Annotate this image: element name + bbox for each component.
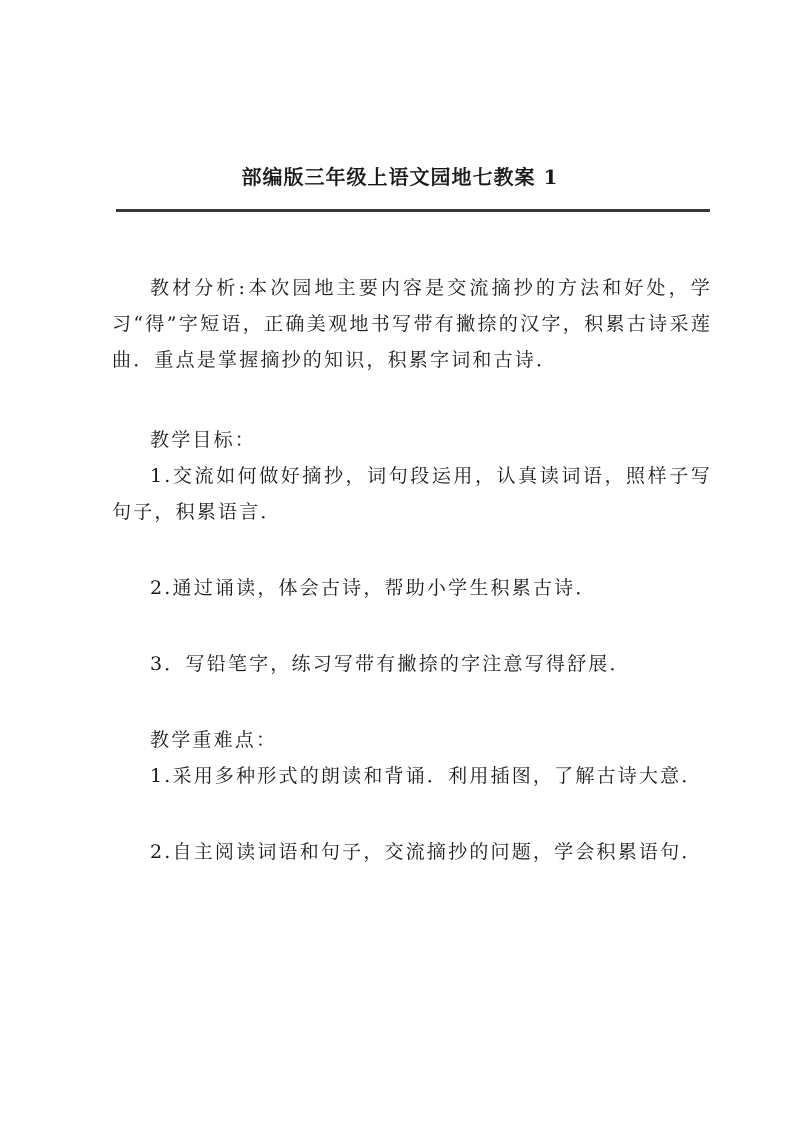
- objective-item-3: 3．写铅笔字，练习写带有撇捺的字注意写得舒展．: [150, 653, 631, 675]
- objective-item-2: 2.通过诵读，体会古诗，帮助小学生积累古诗．: [150, 577, 597, 599]
- page-title: 部编版三年级上语文园地七教案 1: [241, 165, 559, 189]
- spacer: [112, 682, 712, 722]
- spacer: [112, 378, 712, 422]
- spacer: [112, 794, 712, 834]
- key-point-item-2: 2.自主阅读词语和句子，交流摘抄的问题，学会积累语句．: [150, 841, 703, 863]
- document-body: [112, 270, 712, 870]
- key-point-item-1: 1.采用多种形式的朗读和背诵．利用插图，了解古诗大意．: [150, 765, 703, 787]
- heading-objectives: 教学目标：: [150, 429, 257, 451]
- heading-key-points: 教学重难点：: [150, 729, 278, 751]
- title-divider: [116, 209, 710, 212]
- spacer: [112, 530, 712, 570]
- spacer: [112, 606, 712, 646]
- paragraph-analysis: 教材分析:本次园地主要内容是交流摘抄的方法和好处，学习“得”字短语，正确美观地书写带有撇捺的汉字，积累古诗采莲曲．重点是掌握摘抄的知识，积累字词和古诗．: [112, 277, 712, 371]
- objective-item-1: 1.交流如何做好摘抄，词句段运用，认真读词语，照样子写句子，积累语言．: [112, 465, 712, 523]
